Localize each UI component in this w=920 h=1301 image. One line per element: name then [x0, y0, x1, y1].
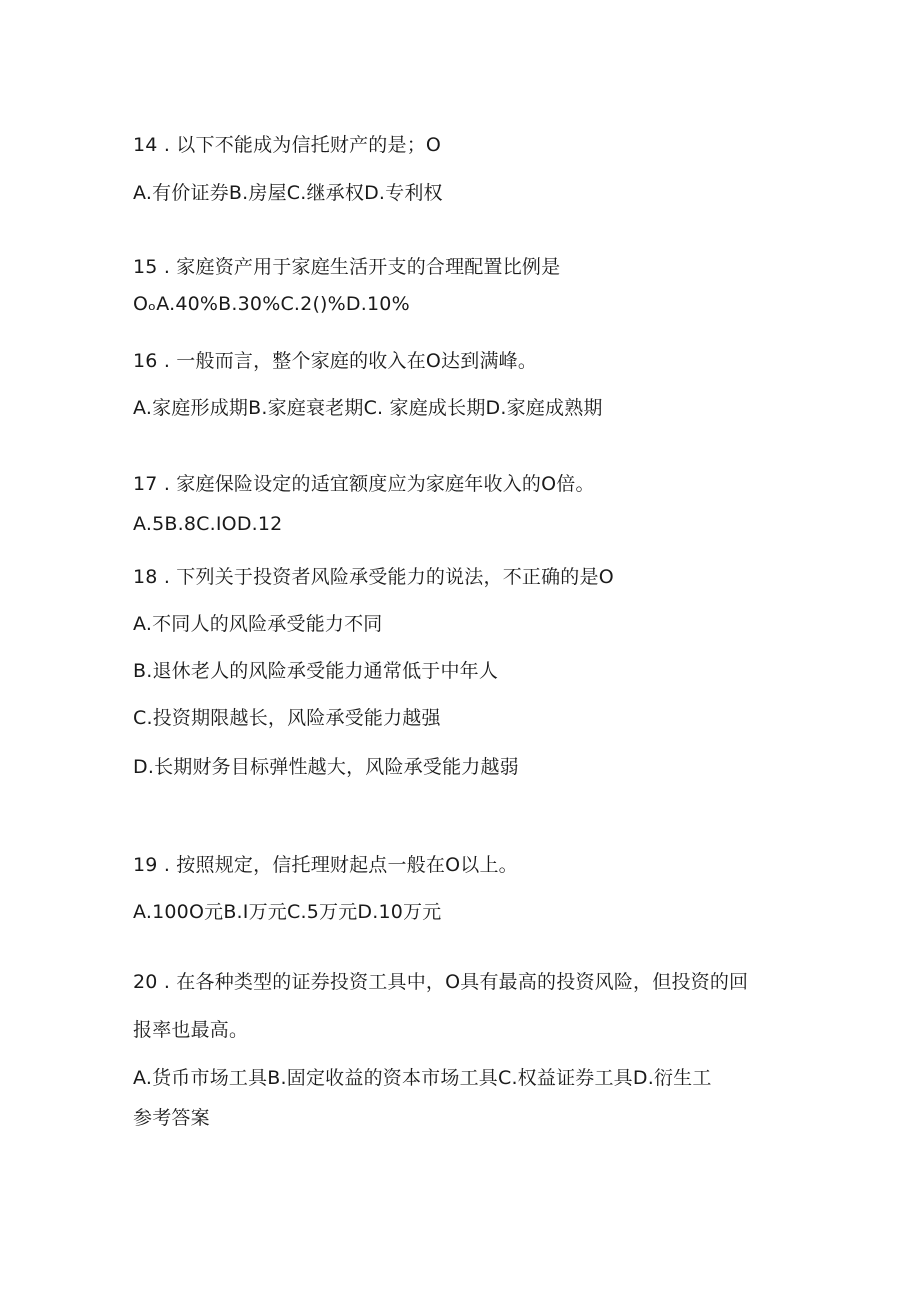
question-20-stem-continued: 报率也最高。 — [133, 1019, 249, 1041]
question-17-stem: 17 . 家庭保险设定的适宜额度应为家庭年收入的O倍。 — [133, 473, 595, 495]
question-18-stem: 18 . 下列关于投资者风险承受能力的说法，不正确的是O — [133, 566, 614, 588]
question-20-options: A.货币市场工具B.固定收益的资本市场工具C.权益证券工具D.衍生工 — [133, 1067, 712, 1089]
question-18-option-a: A.不同人的风险承受能力不同 — [133, 613, 383, 635]
question-18-option-c: C.投资期限越长，风险承受能力越强 — [133, 707, 441, 729]
question-15-options: OₒA.40%B.30%C.2()%D.10% — [133, 293, 410, 315]
question-15-stem: 15 . 家庭资产用于家庭生活开支的合理配置比例是 — [133, 256, 561, 278]
question-14-stem: 14 . 以下不能成为信托财产的是；O — [133, 134, 442, 156]
question-19-stem: 19 . 按照规定，信托理财起点一般在O以上。 — [133, 854, 518, 876]
question-18-option-d: D.长期财务目标弹性越大，风险承受能力越弱 — [133, 756, 519, 778]
question-18-option-b: B.退休老人的风险承受能力通常低于中年人 — [133, 660, 499, 682]
question-16-stem: 16 . 一般而言，整个家庭的收入在O达到满峰。 — [133, 350, 538, 372]
question-14-options: A.有价证券B.房屋C.继承权D.专利权 — [133, 182, 443, 204]
question-19-options: A.100O元B.I万元C.5万元D.10万元 — [133, 901, 442, 923]
question-20-stem: 20 . 在各种类型的证券投资工具中，O具有最高的投资风险，但投资的回 — [133, 971, 749, 993]
question-17-options: A.5B.8C.IOD.12 — [133, 513, 283, 535]
answer-heading: 参考答案 — [133, 1107, 210, 1129]
question-16-options: A.家庭形成期B.家庭衰老期C. 家庭成长期D.家庭成熟期 — [133, 397, 603, 419]
